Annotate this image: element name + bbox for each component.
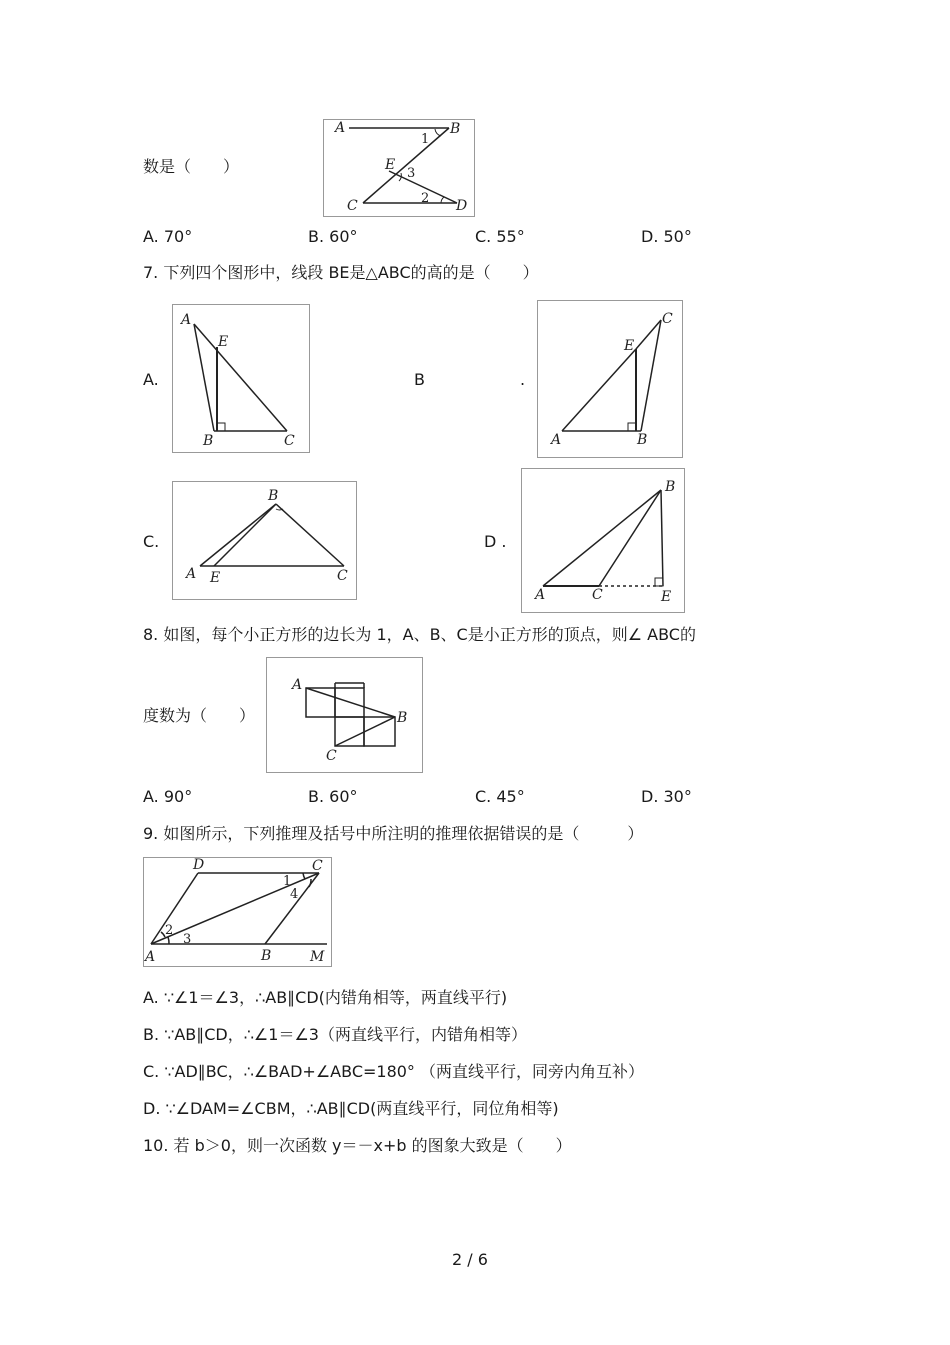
- q7-figure-c: [172, 481, 357, 600]
- q6-fig-label-a: A: [335, 120, 346, 136]
- q7c-label-a: A: [186, 566, 197, 582]
- q8-figure: [266, 657, 423, 773]
- q6-fig-angle-2: 2: [421, 191, 430, 206]
- q9-figure: [143, 857, 332, 967]
- q9-fig-label-d: D: [193, 857, 205, 873]
- q8-option-b: B. 60°: [308, 787, 358, 806]
- q6-option-b: B. 60°: [308, 227, 358, 246]
- q7d-label-a: A: [535, 587, 546, 603]
- q7a-label-c: C: [284, 433, 295, 449]
- q6-fig-label-e: E: [385, 157, 396, 173]
- q9-fig-angle-1: 1: [283, 874, 292, 889]
- q9-option-d: D. ∵∠DAM=∠CBM，∴AB∥CD(两直线平行，同位角相等): [143, 1099, 559, 1118]
- q7c-label-b: B: [268, 488, 279, 504]
- q8-option-d: D. 30°: [641, 787, 692, 806]
- q7-figure-b: [537, 300, 683, 458]
- q7d-label-b: B: [665, 479, 676, 495]
- q10-stem: 10. 若 b＞0，则一次函数 y＝－x+b 的图象大致是（ ）: [143, 1136, 572, 1155]
- q8-fig-label-a: A: [292, 677, 303, 693]
- q7c-label-c: C: [337, 568, 348, 584]
- q7b-label-a: A: [551, 432, 562, 448]
- q7d-label-c: C: [592, 587, 603, 603]
- q7-option-c-label: C.: [143, 532, 160, 551]
- q7-figure-d: [521, 468, 685, 613]
- q9-fig-label-m: M: [310, 949, 325, 965]
- q7a-label-a: A: [181, 312, 192, 328]
- page-number: 2 / 6: [452, 1250, 488, 1269]
- q8-stem: 8. 如图，每个小正方形的边长为 1，A、B、C是小正方形的顶点，则∠ ABC的: [143, 625, 696, 644]
- q7d-label-e: E: [661, 589, 672, 605]
- q9-fig-label-b: B: [261, 948, 272, 964]
- q6-figure: [323, 119, 475, 217]
- q9-fig-angle-3: 3: [183, 932, 192, 947]
- q6-fig-label-d: D: [456, 198, 468, 214]
- q7-option-b-label: B: [414, 370, 425, 389]
- q9-fig-angle-4: 4: [290, 887, 299, 902]
- q6-fig-label-b: B: [450, 121, 461, 137]
- q6-option-d: D. 50°: [641, 227, 692, 246]
- q6-fig-angle-3: 3: [407, 166, 416, 181]
- q8-fig-label-c: C: [326, 748, 337, 764]
- q6-option-c: C. 55°: [475, 227, 525, 246]
- q9-fig-label-a: A: [145, 949, 156, 965]
- q7b-label-b: B: [637, 432, 648, 448]
- q8-option-a: A. 90°: [143, 787, 193, 806]
- q9-fig-angle-2: 2: [165, 923, 174, 938]
- q6-option-a: A. 70°: [143, 227, 193, 246]
- q9-stem: 9. 如图所示，下列推理及括号中所注明的推理依据错误的是（ ）: [143, 824, 644, 843]
- q9-option-b: B. ∵AB∥CD，∴∠1＝∠3（两直线平行，内错角相等）: [143, 1025, 527, 1044]
- q8-fig-label-b: B: [397, 710, 408, 726]
- q6-fig-angle-1: 1: [421, 132, 430, 147]
- q9-option-a: A. ∵∠1＝∠3，∴AB∥CD(内错角相等，两直线平行): [143, 988, 508, 1007]
- q9-fig-label-c: C: [312, 858, 323, 874]
- q7b-label-e: E: [624, 338, 635, 354]
- q7-figure-a: [172, 304, 310, 453]
- q7-option-a-label: A.: [143, 370, 159, 389]
- q9-option-c: C. ∵AD∥BC，∴∠BAD+∠ABC=180° （两直线平行，同旁内角互补）: [143, 1062, 645, 1081]
- q7b-label-c: C: [662, 311, 673, 327]
- q8-stem-tail: 度数为（ ）: [143, 706, 256, 725]
- q7-option-b-dot: .: [520, 370, 526, 389]
- q6-stem-tail: 数是（ ）: [143, 157, 240, 176]
- q7-option-d-label: D .: [484, 532, 507, 551]
- q7a-label-e: E: [218, 334, 229, 350]
- q6-fig-label-c: C: [347, 198, 358, 214]
- q7a-label-b: B: [203, 433, 214, 449]
- q7c-label-e: E: [210, 570, 221, 586]
- q7-stem: 7. 下列四个图形中，线段 BE是△ABC的高的是（ ）: [143, 263, 539, 282]
- q8-option-c: C. 45°: [475, 787, 525, 806]
